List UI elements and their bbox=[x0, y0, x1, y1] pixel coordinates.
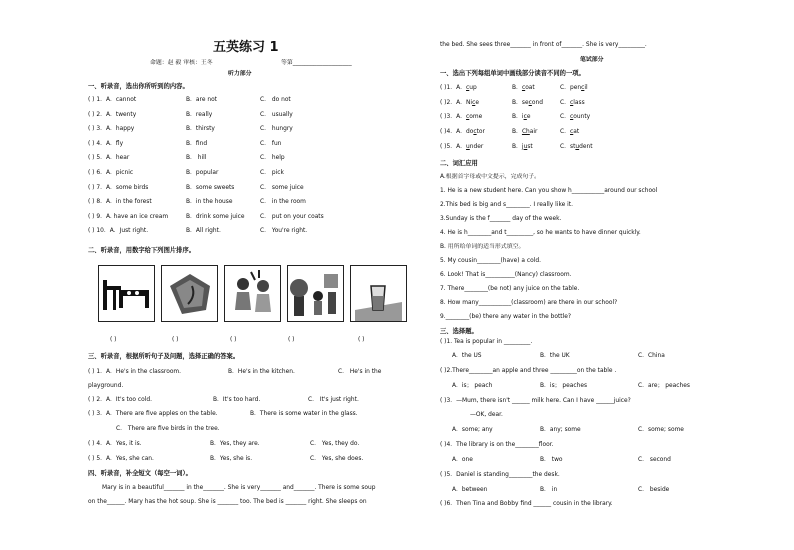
q3-5-option-a: ( ) 5．A．Yes, she can. bbox=[88, 456, 154, 462]
phonics-q2-c-rest: lass bbox=[573, 99, 585, 106]
phonics-q3-b-underlined: c bbox=[523, 114, 527, 121]
listening-q8-n: ( ) 8．A．in the forest bbox=[88, 199, 152, 206]
phonics-q3-c-rest: ounty bbox=[573, 114, 591, 121]
phonics-q1-b bbox=[512, 85, 535, 92]
passage-line-1: Mary is in a beautiful_______ in the_______. She is very_______ and_______. There is some soup bbox=[102, 485, 376, 491]
vocab-q2: 2.This bed is big and s________. I really like it. bbox=[440, 202, 573, 208]
choice-q3-c: C．some; some bbox=[638, 427, 684, 433]
q3-4-option-c: C． Yes, they do. bbox=[310, 441, 360, 447]
vocab-part-b-heading: B. 用所给单词的适当形式填空。 bbox=[440, 244, 525, 250]
q3-3-option-b: B．There is some water in the glass. bbox=[250, 411, 358, 417]
picture-row bbox=[88, 265, 418, 321]
phonics-q5-a-rest: nder bbox=[469, 143, 484, 150]
choice-q1-b: B．the UK bbox=[540, 353, 570, 359]
phonics-q5-c bbox=[560, 144, 593, 151]
choice-q2-b: B．is； peaches bbox=[540, 383, 588, 389]
listening-q10-n: ( ) 10．A．Just right. bbox=[88, 228, 149, 235]
choice-q4-b: B． two bbox=[540, 457, 563, 463]
grade-field: 等第____________________ bbox=[281, 60, 352, 66]
phonics-q4-b-rest: air bbox=[529, 129, 538, 136]
choice-q5: ( )5．Daniel is standing________the desk. bbox=[440, 472, 560, 478]
section-2-heading: 二、听录音，用数字给下列图片排序。 bbox=[88, 247, 196, 254]
listening-q4-c: C． fun bbox=[260, 140, 282, 147]
picture-bracket-1: ( ) bbox=[110, 337, 117, 343]
listening-part-heading: 听力部分 bbox=[228, 71, 252, 77]
phonics-q4-c-rest: at bbox=[573, 129, 580, 136]
choice-q2-a: A．is； peach bbox=[452, 383, 493, 389]
picture-park bbox=[287, 265, 344, 322]
choice-q3: ( )3．—Mum, there isn't ______ milk here. Can I have ______juice? bbox=[440, 398, 631, 404]
phonics-q2-b-label: B．se bbox=[512, 99, 529, 106]
listening-q7-c: C． some juice bbox=[260, 184, 304, 191]
q3-1-option-a: ( ) 1．A．He's in the classroom. bbox=[88, 369, 182, 375]
listening-q8-c: C． in the room bbox=[260, 199, 306, 206]
phonics-q5-a-underlined: u bbox=[466, 143, 470, 150]
passage-line-3: the bed. She sees three_______ in front of_______. She is very_________. bbox=[440, 42, 647, 48]
phonics-q1-c bbox=[560, 85, 588, 92]
vocab-q6: 6. Look! That is__________(Nancy) classroom. bbox=[440, 272, 572, 278]
phonics-q5-c-underlined: u bbox=[575, 143, 580, 150]
choice-section-heading: 三、选择题。 bbox=[440, 328, 478, 335]
page-title: 五英练习 1 bbox=[213, 40, 279, 55]
q3-1-option-c: C． He's in the bbox=[338, 369, 382, 375]
choice-q5-a: A．between bbox=[452, 487, 488, 493]
phonics-q4-a-underlined: c bbox=[473, 129, 477, 136]
vocab-q5: 5. My cousin________(have) a cold. bbox=[440, 258, 542, 264]
listening-q1-c: C． do not bbox=[260, 97, 291, 103]
phonics-q1-c-label: C．pen bbox=[560, 85, 582, 91]
phonics-q4-label: ( )4．A．do bbox=[440, 129, 474, 136]
picture-cushion bbox=[161, 265, 218, 322]
writing-part-heading: 笔试部分 bbox=[580, 57, 604, 63]
listening-q4-b: B．find bbox=[186, 140, 208, 147]
listening-q1-n: ( ) 1．A．cannot bbox=[88, 97, 137, 103]
phonics-q4-c-label: C． bbox=[560, 129, 571, 136]
listening-q2-c: C． usually bbox=[260, 111, 293, 118]
vocab-q8: 8. How many___________(classroom) are there in our school? bbox=[440, 300, 618, 306]
phonics-q2-b bbox=[512, 100, 543, 107]
picture-bracket-2: ( ) bbox=[172, 337, 179, 343]
phonics-q4-a bbox=[440, 129, 485, 136]
phonics-q4-b-label: B． bbox=[512, 129, 522, 136]
vocab-q1: 1. He is a new student here. Can you show h___________around our school bbox=[440, 188, 658, 194]
q3-5-option-c: C． Yes, she does. bbox=[310, 456, 364, 462]
phonics-q2-c-underlined: c bbox=[570, 99, 574, 106]
section-1-heading: 一、听录音，选出你所听到的内容。 bbox=[88, 83, 189, 90]
choice-q2: ( )2.There________an apple and three _________on the table . bbox=[440, 368, 617, 374]
passage-line-2: on the______. Mary has the hot soup. She is _______ too. The bed is _______ right. She sleeps on bbox=[88, 499, 367, 505]
phonics-q2-c bbox=[560, 100, 585, 107]
phonics-q1-b-label: B． bbox=[512, 85, 522, 91]
choice-q5-b: B． in bbox=[540, 487, 558, 493]
q3-3-option-a: ( ) 3．A．There are five apples on the table. bbox=[88, 411, 218, 417]
listening-q10-c: C． You're right. bbox=[260, 228, 308, 235]
q3-2-option-b: B．It's too hard. bbox=[213, 397, 261, 403]
choice-q3-b: B．any; some bbox=[540, 427, 581, 433]
listening-q9-n: ( ) 9．A. have an ice cream bbox=[88, 213, 169, 220]
phonics-q1-a bbox=[440, 85, 477, 92]
picture-bracket-5: ( ) bbox=[358, 337, 365, 343]
phonics-q2-b-rest: ond bbox=[531, 99, 543, 106]
q3-5-option-b: B．Yes, she is. bbox=[210, 456, 253, 462]
choice-q4: ( )4．The library is on the________floor. bbox=[440, 442, 554, 448]
phonics-q4-b bbox=[512, 129, 537, 136]
vocab-part-a-heading: A.根据首字母或中文提示，完成句子。 bbox=[440, 174, 541, 180]
picture-children-playing bbox=[224, 265, 281, 322]
picture-bracket-3: ( ) bbox=[230, 337, 237, 343]
vocab-q4: 4. He is h________and t_________, so he wants to have dinner quickly. bbox=[440, 230, 641, 236]
choice-q2-c: C．are； peaches bbox=[638, 383, 690, 389]
q3-4-option-b: B．Yes, they are. bbox=[210, 441, 260, 447]
listening-q9-c: C． put on your coats bbox=[260, 213, 324, 220]
phonics-q1-label: ( )1．A． bbox=[440, 85, 467, 91]
phonics-q5-c-rest: dent bbox=[579, 143, 593, 150]
picture-glass-of-water bbox=[350, 265, 407, 322]
listening-q3-b: B．thirsty bbox=[186, 126, 215, 133]
picture-bracket-4: ( ) bbox=[288, 337, 295, 343]
q3-3-option-c: C． There are five birds in the tree. bbox=[116, 426, 220, 432]
phonics-q4-c-underlined: c bbox=[570, 129, 574, 136]
choice-q4-a: A．one bbox=[452, 457, 473, 463]
phonics-q2-a-rest: e bbox=[475, 99, 479, 106]
phonics-q5-b-rest: st bbox=[527, 143, 533, 150]
phonics-q5-b-underlined: u bbox=[523, 143, 528, 150]
vocab-section-heading: 二、词汇应用 bbox=[440, 160, 478, 167]
picture-bedroom bbox=[98, 265, 155, 322]
phonics-q3-b-label: B．i bbox=[512, 114, 524, 121]
listening-q5-c: C． help bbox=[260, 155, 285, 162]
phonics-q3-c-underlined: c bbox=[570, 114, 574, 121]
listening-q4-n: ( ) 4．A．fly bbox=[88, 140, 124, 147]
phonics-q4-b-underlined: Ch bbox=[521, 129, 530, 136]
q3-4-option-a: ( ) 4．A．Yes, it is. bbox=[88, 441, 142, 447]
section-4-heading: 四、听录音，补全短文（每空一词）。 bbox=[88, 470, 192, 477]
phonics-q5-b bbox=[512, 144, 533, 151]
listening-q3-n: ( ) 3．A．happy bbox=[88, 126, 135, 133]
phonics-q1-a-rest: up bbox=[469, 85, 477, 91]
phonics-q2-label: ( )2．A．Ni bbox=[440, 99, 473, 106]
listening-q8-b: B．in the house bbox=[186, 199, 233, 206]
choice-q3-reply: —OK, dear. bbox=[470, 412, 503, 418]
section-3-heading: 三、听录音，根据所听句子及问题，选择正确的答案。 bbox=[88, 353, 240, 360]
phonics-q1-a-underlined: c bbox=[466, 85, 470, 91]
listening-q6-n: ( ) 6．A．picnic bbox=[88, 170, 134, 176]
phonics-section-heading: 一、选出下列每组单词中画线部分读音不同的一项。 bbox=[440, 70, 585, 77]
phonics-q5-b-label: B．j bbox=[512, 143, 524, 150]
choice-q6: ( )6．Then Tina and Bobby find ______ cousin in the library. bbox=[440, 501, 613, 507]
listening-q2-n: ( ) 2．A．twenty bbox=[88, 111, 137, 118]
phonics-q5-label: ( )5．A． bbox=[440, 143, 467, 150]
choice-q1: ( )1. Tea is popular in _________. bbox=[440, 339, 533, 345]
phonics-q5-c-label: C．st bbox=[560, 143, 576, 150]
phonics-q1-c-underlined: c bbox=[581, 85, 585, 91]
q3-2-option-a: ( ) 2．A．It's too cold. bbox=[88, 397, 152, 403]
phonics-q1-c-rest: il bbox=[584, 85, 588, 91]
phonics-q3-b bbox=[512, 114, 530, 121]
choice-q3-a: A．some; any bbox=[452, 427, 493, 433]
phonics-q3-a-underlined: c bbox=[466, 114, 470, 121]
phonics-q1-b-rest: oat bbox=[525, 85, 535, 91]
phonics-q4-a-rest: tor bbox=[476, 129, 485, 136]
listening-q7-n: ( ) 7．A．some birds bbox=[88, 184, 149, 191]
listening-q5-b: B． hill bbox=[186, 155, 207, 162]
phonics-q4-c bbox=[560, 129, 579, 136]
listening-q3-c: C． hungry bbox=[260, 126, 293, 133]
choice-q1-a: A．the US bbox=[452, 353, 482, 359]
phonics-q2-a bbox=[440, 100, 479, 107]
phonics-q3-b-rest: e bbox=[526, 114, 531, 121]
listening-q6-c: C． pick bbox=[260, 170, 284, 176]
listening-q5-n: ( ) 5．A．hear bbox=[88, 155, 130, 162]
phonics-q1-b-underlined: c bbox=[521, 85, 526, 91]
phonics-q2-a-underlined: c bbox=[472, 99, 476, 106]
listening-q6-b: B．popular bbox=[186, 170, 219, 176]
listening-q1-b: B．are not bbox=[186, 97, 217, 103]
choice-q5-c: C． beside bbox=[638, 487, 670, 493]
listening-q7-b: B．some sweets bbox=[186, 184, 235, 191]
phonics-q3-a bbox=[440, 114, 482, 121]
q3-2-option-c: C． It's just right. bbox=[308, 397, 359, 403]
listening-q2-b: B．really bbox=[186, 111, 213, 118]
q3-1-option-c-cont: playground. bbox=[88, 383, 124, 389]
phonics-q3-a-rest: ome bbox=[469, 114, 483, 121]
listening-q9-b: B．drink some juice bbox=[186, 213, 245, 220]
phonics-q5-a bbox=[440, 144, 483, 151]
phonics-q2-b-underlined: c bbox=[528, 99, 532, 106]
vocab-q7: 7. There________(be not) any juice on the table. bbox=[440, 286, 580, 292]
vocab-q9: 9.________(be) there any water in the bottle? bbox=[440, 314, 571, 320]
q3-1-option-b: B．He's in the kitchen. bbox=[228, 369, 295, 375]
phonics-q3-c bbox=[560, 114, 590, 121]
phonics-q3-c-label: C． bbox=[560, 114, 571, 121]
phonics-q3-label: ( )3．A． bbox=[440, 114, 467, 121]
choice-q4-c: C． second bbox=[638, 457, 671, 463]
choice-q1-c: C．China bbox=[638, 353, 665, 359]
phonics-q2-c-label: C． bbox=[560, 99, 571, 106]
listening-q10-b: B．All right. bbox=[186, 228, 221, 235]
author-info: 命题：赵 毅 审核：王冬 bbox=[150, 60, 213, 66]
vocab-q3: 3.Sunday is the f_______ day of the week. bbox=[440, 216, 562, 222]
